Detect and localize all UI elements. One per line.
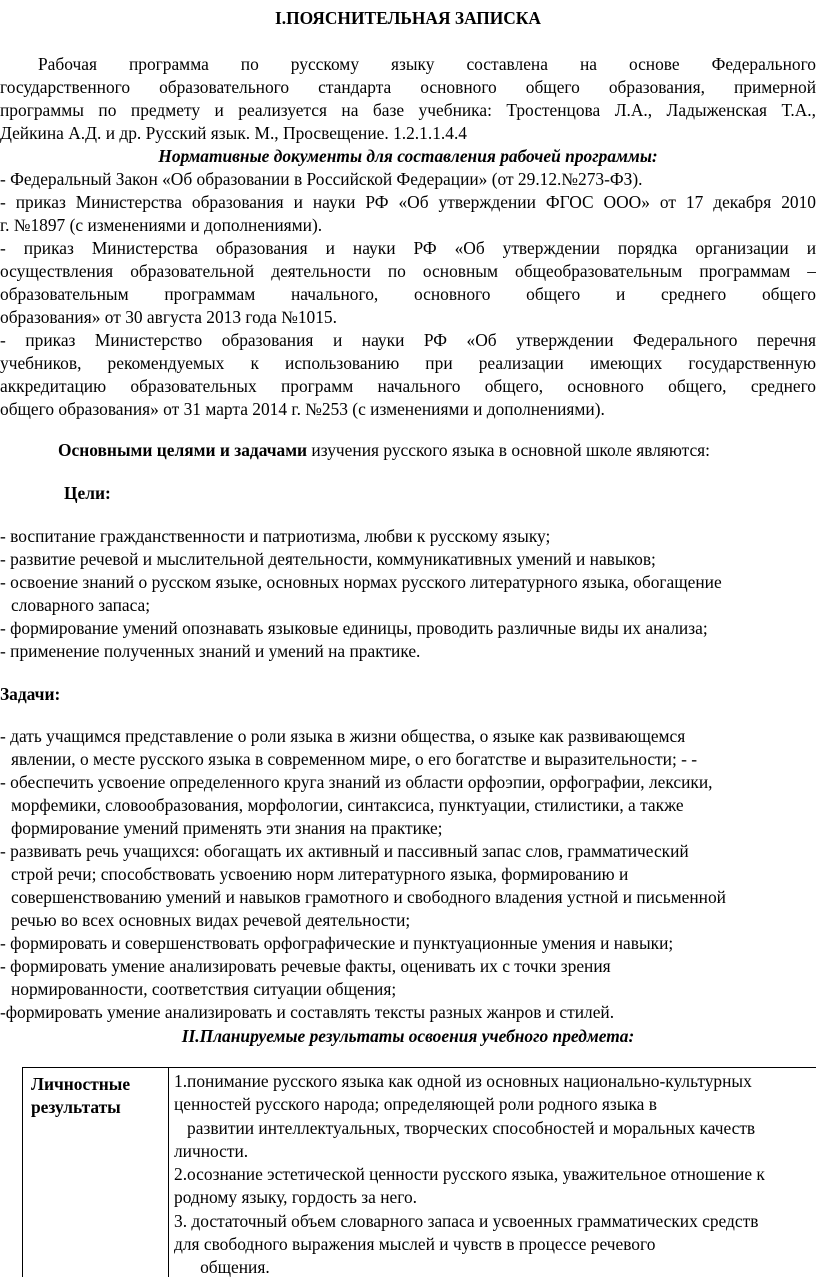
- goals-intro-rest: изучения русского языка в основной школе являются:: [307, 440, 710, 460]
- planned-results-table: [22, 1067, 816, 1277]
- table-cell-line: 2.осознание эстетической ценности русского языка, уважительное отношение к: [174, 1164, 765, 1185]
- table-cell-line: 1.понимание русского языка как одной из основных национально-культурных: [174, 1071, 752, 1091]
- goal-item-continuation: словарного запаса;: [11, 595, 151, 615]
- goal-item: - формирование умений опознавать языковые единицы, проводить различные виды их анализа;: [0, 618, 708, 638]
- goal-item: - воспитание гражданственности и патриотизма, любви к русскому языку;: [0, 526, 551, 546]
- intro-line: Дейкина А.Д. и др. Русский язык. М., Просвещение. 1.2.1.1.4.4: [0, 123, 467, 143]
- goals-intro: [58, 439, 710, 462]
- task-item-continuation: морфемики, словообразования, морфологии, синтаксиса, пунктуации, стилистики, а также: [11, 795, 684, 815]
- table-cell-line: 3. достаточный объем словарного запаса и усвоенных грамматических средств: [174, 1210, 759, 1231]
- goal-item: - освоение знаний о русском языке, основных нормах русского литературного языка, обогащение: [0, 572, 722, 592]
- intro-line: государственного образовательного стандарта основного общего образования, примерной: [0, 77, 816, 97]
- normative-line: - приказ Министерство образования и науки РФ «Об утверждении Федерального перечня: [0, 330, 816, 350]
- normative-line: образовательным программам начального, основного общего и среднего общего: [0, 284, 816, 304]
- table-row-content-cell: [169, 1068, 816, 1277]
- normative-line: осуществления образовательной деятельности по основным общеобразовательным программам –: [0, 261, 816, 281]
- tasks-heading: Задачи:: [0, 684, 61, 704]
- normative-line: учебников, рекомендуемых к использованию при реализации имеющих государственную: [0, 353, 816, 373]
- table-cell-line: для свободного выражения мыслей и чувств в процессе речевого: [174, 1234, 656, 1255]
- goal-item: - развитие речевой и мыслительной деятельности, коммуникативных умений и навыков;: [0, 549, 656, 569]
- section-title-planned-results: II.Планируемые результаты освоения учебного предмета:: [181, 1026, 635, 1046]
- task-item: - формировать умение анализировать речевые факты, оценивать их с точки зрения: [0, 956, 611, 976]
- task-item-continuation: речью во всех основных видах речевой деятельности;: [11, 910, 411, 930]
- normative-line: аккредитацию образовательных программ начального общего, основного общего, среднего: [0, 376, 816, 396]
- goals-heading: Цели:: [64, 483, 111, 503]
- task-item: - дать учащимся представление о роли языка в жизни общества, о языке как развивающемся: [0, 726, 686, 746]
- row-label-line: Личностные: [31, 1074, 131, 1094]
- table-cell-line: ценностей русского народа; определяющей роли родного языка в: [174, 1094, 657, 1115]
- row-label-line: результаты: [31, 1097, 121, 1118]
- normative-line: образования» от 30 августа 2013 года №1015.: [0, 307, 337, 327]
- goals-intro-bold: Основными целями и задачами: [58, 440, 308, 460]
- table-cell-line: родному языку, гордость за него.: [174, 1187, 417, 1208]
- normative-line: г. №1897 (с изменениями и дополнениями).: [0, 215, 323, 235]
- intro-line: программы по предмету и реализуется на базе учебника: Тростенцова Л.А., Ладыженская Т.А.,: [0, 100, 816, 120]
- task-item-continuation: формирование умений применять эти знания на практике;: [11, 818, 443, 838]
- task-item-continuation: нормированности, соответствия ситуации общения;: [11, 979, 397, 999]
- table-cell-line: общения.: [174, 1257, 270, 1277]
- task-item: - обеспечить усвоение определенного круга знаний из области орфоэпии, орфографии, лексики,: [0, 772, 713, 792]
- task-item: -формировать умение анализировать и составлять тексты разных жанров и стилей.: [0, 1002, 615, 1022]
- section-title-explanatory-note: I.ПОЯСНИТЕЛЬНАЯ ЗАПИСКА: [275, 8, 541, 28]
- task-item-continuation: совершенствованию умений и навыков грамотного и свободного владения устной и письменной: [11, 887, 726, 907]
- task-item-continuation: строй речи; способствовать усвоению норм литературного языка, формированию и: [11, 864, 629, 884]
- normative-line: - приказ Министерства образования и науки РФ «Об утверждении порядка организации и: [0, 238, 816, 258]
- normative-documents-heading: Нормативные документы для составления рабочей программы:: [158, 146, 658, 166]
- table-row: [23, 1068, 816, 1277]
- table-cell-line: личности.: [174, 1140, 249, 1161]
- task-item: - формировать и совершенствовать орфографические и пунктуационные умения и навыки;: [0, 933, 674, 953]
- normative-line: общего образования» от 31 марта 2014 г. №253 (с изменениями и дополнениями).: [0, 399, 605, 419]
- normative-line: - Федеральный Закон «Об образовании в Российской Федерации» (от 29.12.№273-ФЗ).: [0, 169, 643, 189]
- goal-item: - применение полученных знаний и умений на практике.: [0, 641, 421, 661]
- task-item: - развивать речь учащихся: обогащать их активный и пассивный запас слов, грамматический: [0, 841, 689, 861]
- normative-line: - приказ Министерства образования и науки РФ «Об утверждении ФГОС ООО» от 17 декабря 2010: [0, 192, 816, 212]
- task-item-continuation: явлении, о месте русского языка в современном мире, о его богатстве и выразительности; - -: [11, 749, 698, 769]
- intro-line: Рабочая программа по русскому языку составлена на основе Федерального: [38, 54, 816, 74]
- table-cell-line: развитии интеллектуальных, творческих способностей и моральных качеств: [174, 1117, 756, 1138]
- table-row-header-cell: [23, 1068, 169, 1277]
